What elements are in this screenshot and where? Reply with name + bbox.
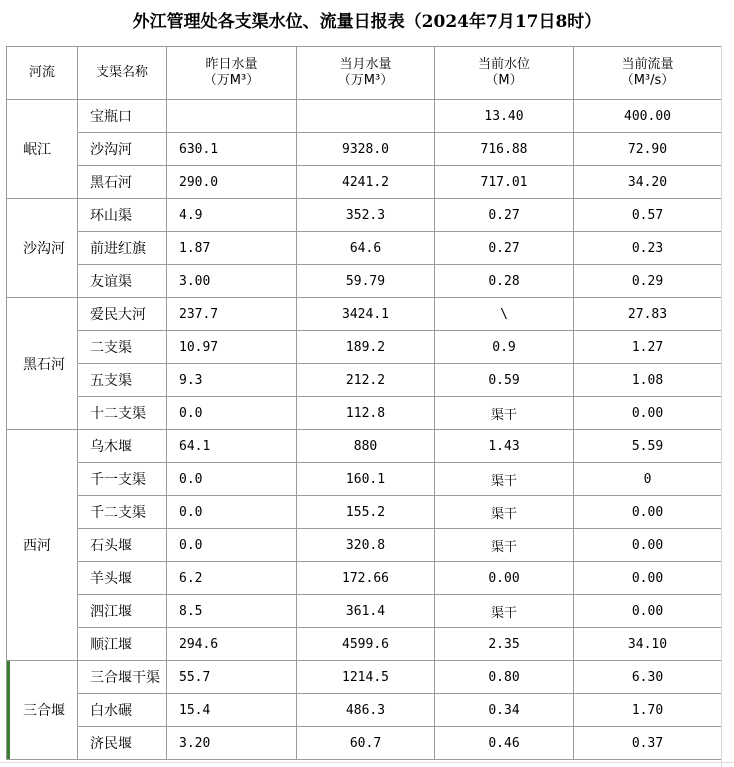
- water-level-cell: 渠干: [435, 397, 574, 430]
- flow-rate-cell: 0.00: [574, 397, 722, 430]
- water-level-cell: 2.35: [435, 628, 574, 661]
- yesterday-volume-cell: 0.0: [167, 529, 297, 562]
- channel-name-cell: 石头堰: [78, 529, 167, 562]
- table-row: [7, 232, 722, 265]
- report-title: 外江管理处各支渠水位、流量日报表（2024年7月17日8时）: [132, 12, 602, 32]
- yesterday-volume-cell: 55.7: [167, 661, 297, 694]
- yesterday-volume-cell: 8.5: [167, 595, 297, 628]
- flow-rate-cell: 72.90: [574, 133, 722, 166]
- table-row: [7, 496, 722, 529]
- yesterday-volume-cell: 9.3: [167, 364, 297, 397]
- channel-name-cell: 十二支渠: [78, 397, 167, 430]
- channel-name-cell: 二支渠: [78, 331, 167, 364]
- month-volume-cell: 112.8: [297, 397, 435, 430]
- flow-rate-cell: 1.27: [574, 331, 722, 364]
- month-volume-cell: 64.6: [297, 232, 435, 265]
- yesterday-volume-cell: 237.7: [167, 298, 297, 331]
- month-volume-cell: 486.3: [297, 694, 435, 727]
- river-cell: 岷江: [7, 100, 78, 199]
- month-volume-cell: 60.7: [297, 727, 435, 760]
- channel-name-cell: 白水碾: [78, 694, 167, 727]
- table-row: [7, 364, 722, 397]
- water-level-cell: 渠干: [435, 595, 574, 628]
- channel-name-cell: 千一支渠: [78, 463, 167, 496]
- header-flow-line2: （M³/s）: [620, 73, 675, 88]
- yesterday-volume-cell: 3.20: [167, 727, 297, 760]
- channel-name-cell: 前进红旗: [78, 232, 167, 265]
- yesterday-volume-cell: 6.2: [167, 562, 297, 595]
- flow-rate-cell: 0: [574, 463, 722, 496]
- yesterday-volume-cell: 64.1: [167, 430, 297, 463]
- yesterday-volume-cell: 290.0: [167, 166, 297, 199]
- channel-name-cell: 爱民大河: [78, 298, 167, 331]
- table-row: [7, 397, 722, 430]
- report-table: [6, 46, 722, 760]
- month-volume-cell: 320.8: [297, 529, 435, 562]
- month-volume-cell: 189.2: [297, 331, 435, 364]
- channel-name-cell: 顺江堰: [78, 628, 167, 661]
- water-level-cell: 0.9: [435, 331, 574, 364]
- water-level-cell: 渠干: [435, 496, 574, 529]
- table-row: [7, 100, 722, 133]
- channel-name-cell: 黑石河: [78, 166, 167, 199]
- channel-name-cell: 友谊渠: [78, 265, 167, 298]
- month-volume-cell: 361.4: [297, 595, 435, 628]
- header-flow: [574, 47, 722, 100]
- month-volume-cell: 155.2: [297, 496, 435, 529]
- month-volume-cell: 352.3: [297, 199, 435, 232]
- table-row: [7, 463, 722, 496]
- yesterday-volume-cell: 294.6: [167, 628, 297, 661]
- header-river-label: 河流: [28, 65, 55, 80]
- yesterday-volume-cell: 3.00: [167, 265, 297, 298]
- table-row: [7, 529, 722, 562]
- flow-rate-cell: 27.83: [574, 298, 722, 331]
- water-level-cell: 0.00: [435, 562, 574, 595]
- water-level-cell: 717.01: [435, 166, 574, 199]
- water-level-cell: 0.59: [435, 364, 574, 397]
- header-flow-line1: 当前流量: [621, 57, 674, 72]
- month-volume-cell: 160.1: [297, 463, 435, 496]
- month-volume-cell: 212.2: [297, 364, 435, 397]
- table-row: [7, 166, 722, 199]
- river-cell: 沙沟河: [7, 199, 78, 298]
- header-yesterday-line1: 昨日水量: [205, 57, 258, 72]
- header-yesterday-line2: （万M³）: [203, 73, 260, 88]
- channel-name-cell: 三合堰干渠: [78, 661, 167, 694]
- table-row: [7, 694, 722, 727]
- month-volume-cell: 4599.6: [297, 628, 435, 661]
- water-level-cell: 0.46: [435, 727, 574, 760]
- water-level-cell: \: [435, 298, 574, 331]
- water-level-cell: 渠干: [435, 529, 574, 562]
- month-volume-cell: 880: [297, 430, 435, 463]
- month-volume-cell: 9328.0: [297, 133, 435, 166]
- river-cell: 三合堰: [7, 661, 78, 760]
- channel-name-cell: 泗江堰: [78, 595, 167, 628]
- water-level-cell: 0.80: [435, 661, 574, 694]
- flow-rate-cell: 0.00: [574, 562, 722, 595]
- month-volume-cell: 4241.2: [297, 166, 435, 199]
- month-volume-cell: 172.66: [297, 562, 435, 595]
- yesterday-volume-cell: 10.97: [167, 331, 297, 364]
- flow-rate-cell: 34.20: [574, 166, 722, 199]
- header-month: [297, 47, 435, 100]
- channel-name-cell: 济民堰: [78, 727, 167, 760]
- flow-rate-cell: 6.30: [574, 661, 722, 694]
- table-row: [7, 298, 722, 331]
- table-row: [7, 430, 722, 463]
- channel-name-cell: 环山渠: [78, 199, 167, 232]
- table-row: [7, 661, 722, 694]
- yesterday-volume-cell: 630.1: [167, 133, 297, 166]
- channel-name-cell: 千二支渠: [78, 496, 167, 529]
- header-row: [7, 47, 722, 100]
- month-volume-cell: 3424.1: [297, 298, 435, 331]
- table-row: [7, 199, 722, 232]
- river-cell: 西河: [7, 430, 78, 661]
- flow-rate-cell: 1.08: [574, 364, 722, 397]
- table-row: [7, 133, 722, 166]
- water-level-cell: 1.43: [435, 430, 574, 463]
- header-month-line2: （万M³）: [337, 73, 394, 88]
- yesterday-volume-cell: 0.0: [167, 463, 297, 496]
- flow-rate-cell: 34.10: [574, 628, 722, 661]
- channel-name-cell: 五支渠: [78, 364, 167, 397]
- header-level-line1: 当前水位: [477, 57, 530, 72]
- flow-rate-cell: 5.59: [574, 430, 722, 463]
- water-level-cell: 渠干: [435, 463, 574, 496]
- river-cell: 黑石河: [7, 298, 78, 430]
- header-channel-label: 支渠名称: [95, 65, 148, 80]
- header-level-line2: （M）: [485, 73, 523, 88]
- header-level: [435, 47, 574, 100]
- header-yesterday: [167, 47, 297, 100]
- row-divider: [0, 762, 734, 763]
- water-level-cell: 0.27: [435, 199, 574, 232]
- yesterday-volume-cell: 4.9: [167, 199, 297, 232]
- table-row: [7, 562, 722, 595]
- month-volume-cell: 59.79: [297, 265, 435, 298]
- flow-rate-cell: 0.29: [574, 265, 722, 298]
- yesterday-volume-cell: 0.0: [167, 397, 297, 430]
- channel-name-cell: 乌木堰: [78, 430, 167, 463]
- flow-rate-cell: 0.37: [574, 727, 722, 760]
- yesterday-volume-cell: 15.4: [167, 694, 297, 727]
- table-row: [7, 628, 722, 661]
- channel-name-cell: 宝瓶口: [78, 100, 167, 133]
- flow-rate-cell: 0.23: [574, 232, 722, 265]
- channel-name-cell: 沙沟河: [78, 133, 167, 166]
- table-row: [7, 265, 722, 298]
- water-level-cell: 0.34: [435, 694, 574, 727]
- flow-rate-cell: 0.00: [574, 529, 722, 562]
- yesterday-volume-cell: 1.87: [167, 232, 297, 265]
- table-row: [7, 727, 722, 760]
- yesterday-volume-cell: 0.0: [167, 496, 297, 529]
- header-channel: [78, 47, 167, 100]
- water-level-cell: 0.27: [435, 232, 574, 265]
- flow-rate-cell: 400.00: [574, 100, 722, 133]
- water-level-cell: 13.40: [435, 100, 574, 133]
- month-volume-cell: 1214.5: [297, 661, 435, 694]
- header-river: [7, 47, 78, 100]
- water-level-cell: 0.28: [435, 265, 574, 298]
- column-divider: [721, 46, 722, 767]
- header-month-line1: 当月水量: [339, 57, 392, 72]
- table-row: [7, 331, 722, 364]
- flow-rate-cell: 0.00: [574, 595, 722, 628]
- flow-rate-cell: 0.57: [574, 199, 722, 232]
- month-volume-cell: [297, 100, 435, 133]
- channel-name-cell: 羊头堰: [78, 562, 167, 595]
- yesterday-volume-cell: [167, 100, 297, 133]
- flow-rate-cell: 0.00: [574, 496, 722, 529]
- flow-rate-cell: 1.70: [574, 694, 722, 727]
- table-row: [7, 595, 722, 628]
- water-level-cell: 716.88: [435, 133, 574, 166]
